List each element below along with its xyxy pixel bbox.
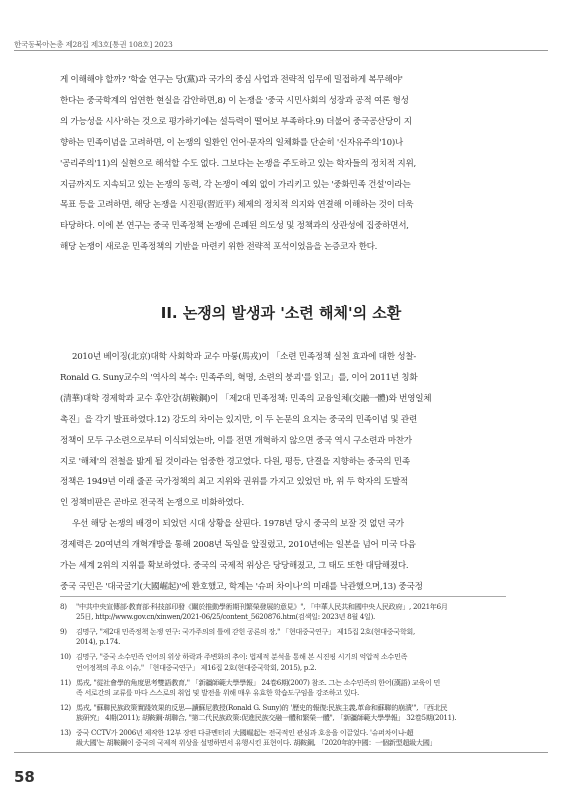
text-line: 의 가능성을 시사'하는 것으로 평가하기에는 설득력이 떨어보 부족하다.9) 더불어 중국공산당이 지 <box>60 116 412 127</box>
footnote <box>60 728 520 748</box>
text-line: 한다는 중국학계의 엄연한 현실을 감안하면,8) 이 논쟁을 '중국 시민사회의 성장과 공적 여론 형성 <box>60 95 409 106</box>
text-line: 촉진」을 각기 발표하였다.12) 강도의 차이는 있지만, 이 두 논문의 요지는 중국의 민족이념 및 관련 <box>60 414 418 425</box>
text-line: 향하는 민족이념을 고려하면, 이 논쟁의 일환인 언어·문자의 일체화를 단순히 '신자유주의'10)나 <box>60 137 403 148</box>
footnote <box>60 652 520 672</box>
footnote-line: 級大國'는 胡鞍鋼이 중국의 국제적 위상을 설명하면서 유행시킨 표현이다. 胡鞍鋼, 「2020年的中國：一個新型超級大國」 <box>76 738 437 748</box>
text-line: 우선 해당 논쟁의 배경이 되었던 시대 상황을 살핀다. 1978년 당시 중국의 보잘 것 없던 국가 <box>72 519 404 529</box>
running-head: 한국동북아논총 제28집 제3호[통권 108호] 2023 <box>14 40 173 49</box>
text-line: '공리주의'11)의 실현으로 해석할 수도 없다. 그보다는 논쟁을 주도하고 있는 학자들의 정치적 지위, <box>60 158 416 169</box>
text-line: 중국 국민은 '대국굴기(大國崛起)'에 환호했고, 학계는 '슈퍼 차이나'의 미래를 낙관했으며,13) 중국정 <box>60 581 423 592</box>
footnote-line: 김명구, "중국 소수민족 언어의 위상 하락과 주변화의 추이: 법제적 분석을 통해 본 시진핑 시기의 억압적 소수민족 <box>76 652 408 662</box>
footnote-number: 10) <box>60 652 71 662</box>
footnote <box>60 703 520 723</box>
top-paragraph <box>60 70 506 258</box>
footnote-line: 馬戎, "從社會學的角度思考雙語教育," 「新疆師範大學學報」 24卷6期(2007) 참조. 그는 소수민족의 한어(漢語) 교육이 민 <box>76 677 441 687</box>
text-line: 경제력은 20여년의 개혁개방을 통해 2008년 독일을 앞질렀고, 2010년에는 일본을 넘어 미국 다음 <box>60 539 416 550</box>
paragraph-1 <box>60 347 506 514</box>
footnote-number: 13) <box>60 728 71 738</box>
footnote-number: 12) <box>60 702 71 712</box>
footnote-number: 9) <box>60 627 67 637</box>
text-line: 지금까지도 지속되고 있는 논쟁의 동력, 각 논쟁이 예외 없이 가리키고 있는 '중화민족 건설'이라는 <box>60 179 411 190</box>
footnote-line: 族研究」 4期(2011); 胡鞍鋼·胡聯合, "第二代民族政策:促進民族交融一體和繁榮一體", 「新疆師範大學學報」 32卷5期(2011). <box>76 713 457 723</box>
footnote-line: "中共中央宣傳部·教育部·科技部印發《關於推動學術期刊繁榮發展的意見》", 「中華人民共和國中央人民政府」, 2021年6月 <box>76 602 448 611</box>
paragraph-2 <box>60 514 506 598</box>
footnote <box>60 602 520 622</box>
footer-rule <box>14 752 548 753</box>
footnote <box>60 678 520 698</box>
text-line: Ronald G. Suny교수의 '역사의 복수: 민족주의, 혁명, 소련의 붕괴'를 읽고」를, 이어 2011년 칭화 <box>60 372 418 383</box>
text-line: 가는 세계 2위의 지위를 확보하였다. 중국의 국제적 위상은 당당해졌고, 그 태도 또한 대담해졌다. <box>60 560 409 571</box>
header-rule <box>14 50 548 51</box>
footnote <box>60 627 520 647</box>
text-line: 게 이해해야 할까? '학술 연구는 당(黨)과 국가의 중심 사업과 전략적 임무에 밀접하게 복무해야' <box>60 75 403 85</box>
text-line: 타당하다. 이에 본 연구는 중국 민족정책 논쟁에 은폐된 의도성 및 정책과의 상관성에 집중하면서, <box>60 221 409 232</box>
footnote-line: 언어정책의 주요 이슈," 「현대중국연구」 제16집 2호(현대중국학회, 2015), p.2. <box>76 662 317 672</box>
text-line: (清華)대학 경제학과 교수 후안강(胡鞍鋼)이 「제2대 민족정책: 민족의 교융일체(交融一體)와 번영일체 <box>60 393 432 404</box>
footnote-line: 25日, http://www.gov.cn/xinwen/2021-06/25/content_5620876.htm(검색일: 2023년 8월 4일). <box>76 612 376 622</box>
text-line: 인 정책비판은 곧바로 전국적 논쟁으로 비화하였다. <box>60 498 244 509</box>
footnote-number: 8) <box>60 602 67 611</box>
footnote-line: 김명구, "제2대 민족정책 논쟁 연구: 국가주의의 틀에 갇힌 공론의 장," 「현대중국연구」 제15집 2호(현대중국학회, <box>76 627 415 637</box>
footnote-number: 11) <box>60 677 71 687</box>
footnote-line: 족 서로간의 교류를 마다 스스로의 취업 및 발전을 위해 매우 유효한 학습도구임을 강조하고 있다. <box>76 687 359 697</box>
footnote-line: 중국 CCTV가 2006년 제작한 12부 장편 다큐멘터리 大國崛起는 전국적인 관심과 호응을 이끌었다. '슈퍼차이나-超 <box>76 728 414 738</box>
text-line: 지로 '해체'의 전철을 밟게 될 것이라는 엄중한 경고였다. 다원, 평등, 단결을 지향하는 중국의 민족 <box>60 456 410 467</box>
section-heading: II. 논쟁의 발생과 '소련 해체'의 소환 <box>160 304 402 322</box>
footnote-line: 2014), p.174. <box>76 637 121 647</box>
text-line: 2010년 베이징(北京)대학 사회학과 교수 마룽(馬戎)이 「소련 민족정책 실천 효과에 대한 성찰- <box>72 352 417 362</box>
footnotes <box>60 602 520 753</box>
text-line: 정책은 1949년 이래 줄곧 국가정책의 최고 지위와 권위를 가지고 있었던 바, 위 두 학자의 도발적 <box>60 477 408 488</box>
page-number: 58 <box>14 768 35 786</box>
text-line: 목표 등을 고려하면, 해당 논쟁을 시진핑(習近平) 체제의 정치적 의지와 연결해 이해하는 것이 더욱 <box>60 200 414 211</box>
footnote-rule <box>60 596 506 597</box>
text-line: 해당 논쟁이 새로운 민족정책의 기반을 마련키 위한 전략적 포석이었음을 논증코자 한다. <box>60 242 378 253</box>
text-line: 정책이 모두 구소련으로부터 이식되었는바, 이를 전면 개혁하지 않으면 중국 역시 구소련과 마찬가 <box>60 435 412 446</box>
footnote-line: 馬戎, "蘇聯民族政策實踐效果的反思—讀蘇尼教授(Ronald G. Suny)的 '歷史的報復:民族主義,革命和蘇聯的崩潰'", 「西北民 <box>76 702 448 712</box>
